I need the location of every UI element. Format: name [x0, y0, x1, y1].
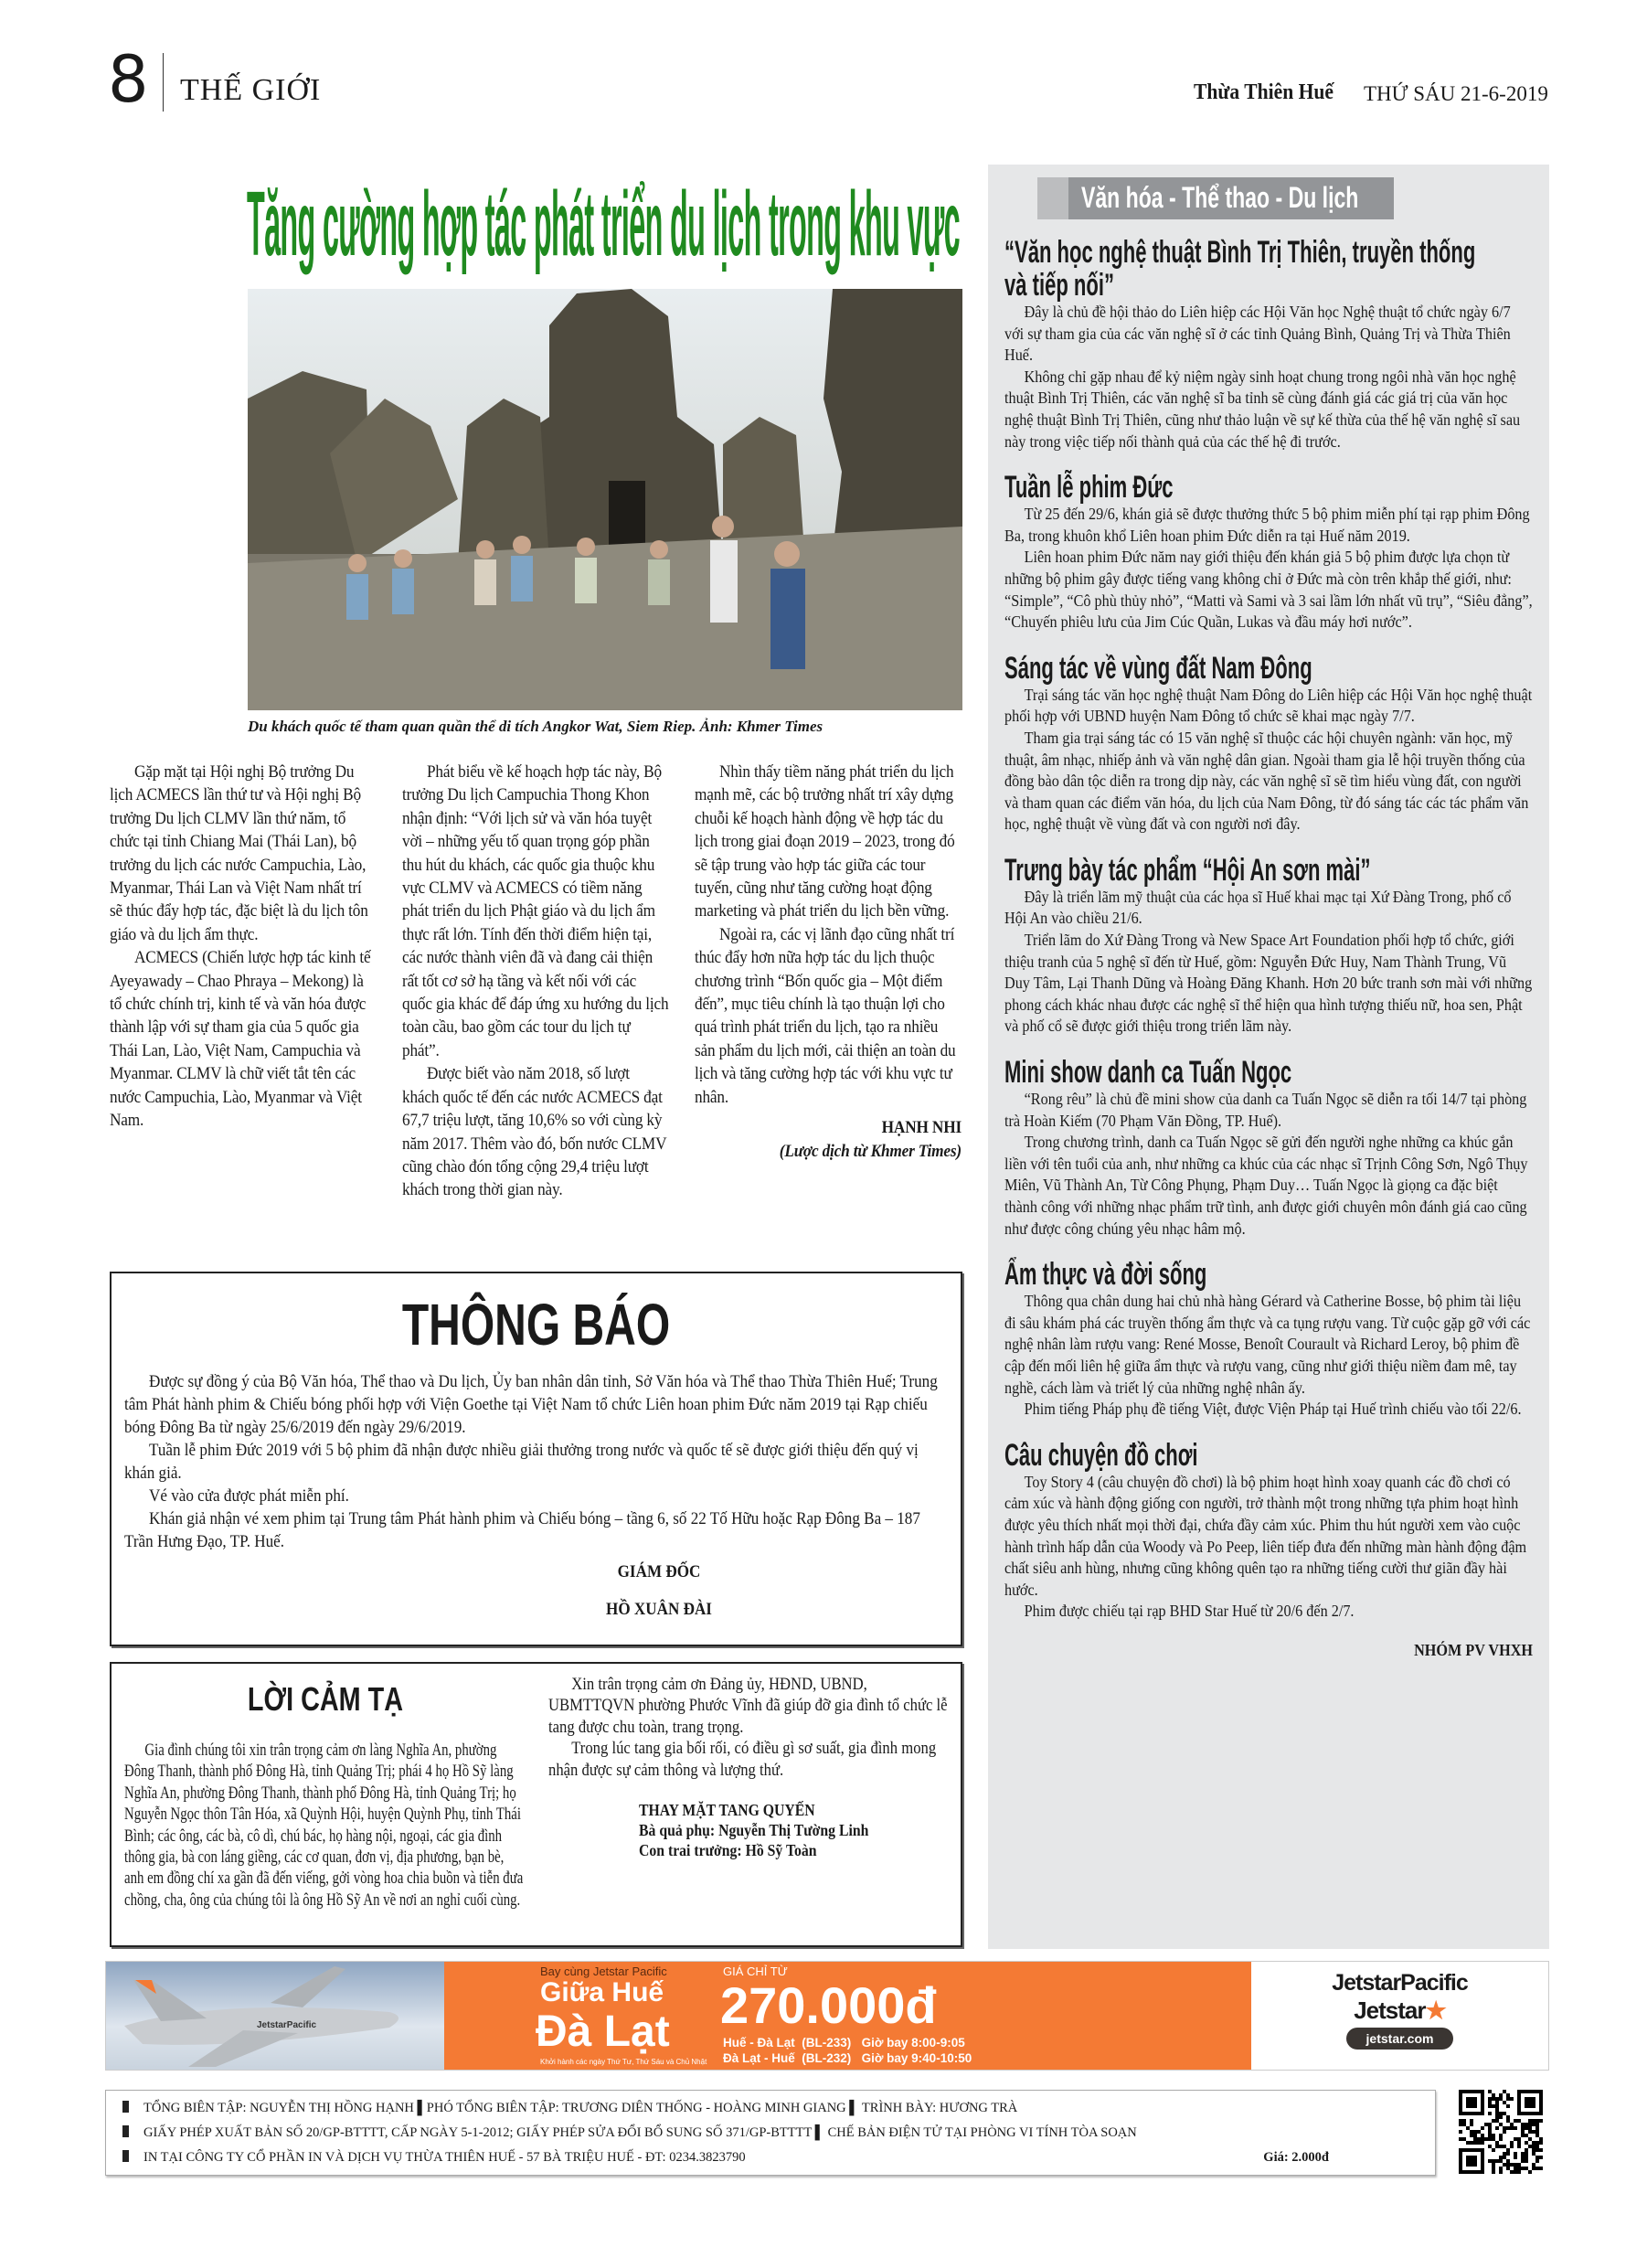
flight-code: (BL-232) — [802, 2051, 852, 2065]
sidebar-article-paragraph: Trại sáng tác văn học nghệ thuật Nam Đông do Liên hiệp các Hội Văn học nghệ thuật phối hợp với UBND huyện Nam Đông tổ chức sẽ khai mạc ngày 7/7. — [1004, 685, 1533, 726]
sidebar-article — [1004, 236, 1533, 453]
thanks-paragraph: Trong lúc tang gia bối rối, có điều gì sơ suất, gia đình mong nhận được sự cảm thông và lượng thứ. — [548, 1740, 937, 1780]
header-divider — [163, 53, 164, 112]
ad-price: 270.000đ — [720, 1976, 937, 2034]
photo-caption: Du khách quốc tế tham quan quần thể di tích Angkor Wat, Siem Riep. Ảnh: Khmer Times — [248, 718, 824, 735]
thanks-sig-line: Bà quả phụ: Nguyễn Thị Tường Linh — [639, 1821, 869, 1840]
sidebar-article-title: Tuần lễ phim Đức — [1004, 470, 1174, 506]
sidebar-article-paragraph: Thông qua chân dung hai chủ nhà hàng Gérard và Catherine Bosse, bộ phim tài liệu đi sâu khám phá các truyền thống ẩm thực và ca tụng rượu vang. Từ cuộc gặp gỡ với các nghệ nhân làm rượu vang: René Mosse, Benoît Courault và Richard Leroy, bộ phim đề cập đến mối liên hệ giữa ẩm thực và rượu vang, cũng như giới thiệu niềm đam mê, tay nghề, cách làm và triết lý của những nghệ nhân ấy. — [1004, 1292, 1531, 1397]
sidebar-content — [1004, 236, 1533, 1660]
qr-code-icon — [1459, 2090, 1543, 2174]
page-number: 8 — [108, 42, 149, 117]
sidebar-article-paragraph: Đây là triển lãm mỹ thuật của các họa sĩ Huế khai mạc tại Xứ Đàng Trong, phố cổ Hội An vào chiều 21/6. — [1004, 887, 1512, 928]
sidebar-article — [1004, 1056, 1533, 1240]
paper-name: Thừa Thiên Huế — [1194, 80, 1334, 104]
ad-days: Khởi hành các ngày Thứ Tư, Thứ Sáu và Chủ Nhật — [540, 2058, 707, 2066]
sidebar-article-paragraph: Phim tiếng Pháp phụ đề tiếng Việt, được Viện Pháp tại Huế trình chiếu vào tối 22/6. — [1024, 1400, 1522, 1419]
thanks-paragraph: Gia đình chúng tôi xin trân trọng cảm ơn làng Nghĩa An, phường Đông Thanh, thành phố Đông Hà, tỉnh Quảng Trị; phái 4 họ Hồ Sỹ làng Nghĩa An, phường Đông Thanh, thành phố Đông Hà, tỉnh Quảng Trị; họ Nguyễn Ngọc thôn Tân Hóa, xã Quỳnh Hội, huyện Quỳnh Phụ, tỉnh Thái Bình; các ông, các bà, cô dì, chú bác, họ hàng nội, ngoại, các gia đình thông gia, bà con láng giềng, các cơ quan, đơn vị, địa phương, bạn bè, anh em đồng chí xa gần đã đến viếng, gởi vòng hoa chia buồn và tiễn đưa chồng, cha, ông của chúng tôi là ông Hồ Sỹ An về nơi an nghỉ cuối cùng. — [124, 1741, 524, 1910]
thanks-column-2 — [548, 1675, 951, 1860]
masthead-footer — [105, 2090, 1436, 2176]
article-headline: Tăng cường hợp tác phát triển du lịch trong khu vực — [247, 173, 960, 275]
sidebar-section-tag — [1037, 177, 1394, 219]
sidebar-article-title: Sáng tác về vùng đất Nam Đông — [1004, 650, 1312, 686]
flight-time: Giờ bay 9:40-10:50 — [861, 2051, 972, 2065]
article-column-1 — [110, 761, 377, 1133]
footer-line: IN TẠI CÔNG TY CỔ PHẦN IN VÀ DỊCH VỤ THỪA THIÊN HUẾ - 57 BÀ TRIỆU HUẾ - ĐT: 0234.3823790 — [122, 2146, 746, 2170]
thanks-sig-line: Con trai trưởng: Hồ Sỹ Toàn — [639, 1841, 817, 1860]
sidebar-article — [1004, 1439, 1533, 1623]
plane-livery: JetstarPacific — [257, 2020, 317, 2030]
article-column-3 — [695, 761, 962, 1163]
notice-title: THÔNG BÁO — [401, 1292, 671, 1358]
notice-paragraph: Khán giả nhận vé xem phim tại Trung tâm Phát hành phim và Chiếu bóng – tầng 6, số 22 Tố Hữu hoặc Rạp Đông Ba – 187 Trần Hưng Đạo, TP. Huế. — [124, 1509, 920, 1551]
jetstar-logo — [1251, 1962, 1548, 2070]
sidebar-article-paragraph: Đây là chủ đề hội thảo do Liên hiệp các Hội Văn học Nghệ thuật tổ chức ngày 6/7 với sự tham gia của các văn nghệ sĩ ở các tỉnh Quảng Bình, Quảng Trị và Thừa Thiên Huế. — [1004, 303, 1511, 365]
paper-price: Giá: 2.000đ — [1263, 2150, 1329, 2165]
culture-sidebar — [988, 165, 1549, 1949]
sidebar-article — [1004, 652, 1533, 836]
article-paragraph: Nhìn thấy tiềm năng phát triển du lịch mạnh mẽ, các bộ trưởng nhất trí xây dựng chuỗi kế hoạch hành động về hợp tác du lịch trong giai đoạn 2019 – 2023, trong đó sẽ tập trung vào hợp tác giữa các tour tuyến, cũng như tăng cường hoạt động marketing và phát triển du lịch bền vững. — [695, 762, 955, 921]
sidebar-article-title: Trưng bày tác phẩm “Hội An sơn mài” — [1004, 852, 1371, 888]
article-source: (Lược dịch từ Khmer Times) — [779, 1141, 962, 1161]
airplane-image — [106, 1962, 444, 2070]
notice-box — [110, 1272, 962, 1646]
sidebar-article-title: Câu chuyện đồ chơi — [1004, 1437, 1198, 1473]
star-icon: ★ — [1425, 1996, 1446, 2024]
sidebar-article-paragraph: Liên hoan phim Đức năm nay giới thiệu đến khán giả 5 bộ phim được lựa chọn từ những bộ phim gây được tiếng vang không chỉ ở Đức mà còn trên khắp thế giới, như: “Simple”, “Cô phù thủy nhỏ”, “Matti và Sami và 3 sai lầm lớn nhất vũ trụ”, “Siêu đẳng”, “Chuyến phiêu lưu của Jim Cúc Quần, Lukas và đầu máy hơi nước”. — [1004, 548, 1533, 632]
article-paragraph: Gặp mặt tại Hội nghị Bộ trưởng Du lịch ACMECS lần thứ tư và Hội nghị Bộ trưởng Du lịch CLMV lần thứ năm, tổ chức tại tỉnh Chiang Mai (Thái Lan), bộ trưởng du lịch các nước Campuchia, Lào, Myanmar, Thái Lan và Việt Nam nhất trí sẽ thúc đẩy hợp tác, đặc biệt là du lịch tôn giáo và du lịch ẩm thực. — [110, 762, 368, 944]
sidebar-article-title: Mini show danh ca Tuấn Ngọc — [1004, 1055, 1292, 1091]
footer-line: GIẤY PHÉP XUẤT BẢN SỐ 20/GP-BTTTT, CẤP NGÀY 5-1-2012; GIẤY PHÉP SỬA ĐỔI BỔ SUNG SỐ 371/GP-BTTTT ▌ CHẾ BẢN ĐIỆN TỬ TẠI PHÒNG VI TÍNH TÒA SOẠN — [122, 2121, 1419, 2146]
article-paragraph: Được biết vào năm 2018, số lượt khách quốc tế đến các nước ACMECS đạt 67,7 triệu lượt, tăng 10,6% so với cùng kỳ năm 2017. Thêm vào đó, bốn nước CLMV cũng chào đón tổng cộng 29,4 triệu lượt khách trong thời gian này. — [402, 1064, 667, 1200]
ad-route-2: Đà Lạt — [536, 2007, 670, 2056]
notice-body — [124, 1370, 947, 1621]
sidebar-article-paragraph: Trong chương trình, danh ca Tuấn Ngọc sẽ gửi đến người nghe những ca khúc gắn liền với tên tuổi của anh, như những ca khúc của các nhạc sĩ Trịnh Công Sơn, Ngô Thụy Miên, Vũ Thành An, Từ Công Phụng, Phạm Duy… Tuấn Ngọc là giọng ca đặc biệt thành công với những nhạc phẩm trữ tình, anh được giới chuyên môn đánh giá cao cũng như được công chúng yêu nhạc hâm mộ. — [1004, 1133, 1528, 1238]
jetstar-url-button[interactable]: jetstar.com — [1346, 2028, 1454, 2050]
notice-paragraph: Được sự đồng ý của Bộ Văn hóa, Thể thao và Du lịch, Ủy ban nhân dân tỉnh, Sở Văn hóa và Thể thao Thừa Thiên Huế; Trung tâm Phát hành phim & Chiếu bóng phối hợp với Viện Goethe tại Việt Nam tổ chức Liên hoan phim Đức năm 2019 tại Rạp chiếu bóng Đông Ba từ ngày 25/6/2019 đến ngày 29/6/2019. — [124, 1372, 938, 1437]
sidebar-article-paragraph: Không chỉ gặp nhau để kỷ niệm ngày sinh hoạt chung trong ngôi nhà văn học nghệ thuật Bình Trị Thiên, các văn nghệ sĩ ba tỉnh sẽ cùng đánh giá các giá trị của văn học nghệ thuật Bình Trị Thiên, cũng như thảo luận về sự kế thừa của thế hệ văn nghệ sĩ sau này trong việc tiếp nối thành quả của các thế hệ đi trước. — [1004, 367, 1521, 451]
jetstar-advertisement[interactable] — [105, 1961, 1549, 2071]
issue-date: THỨ SÁU 21-6-2019 — [1364, 82, 1548, 105]
sidebar-article-title: Ẩm thực và đời sống — [1004, 1257, 1207, 1293]
flight-time: Giờ bay 8:00-9:05 — [861, 2036, 965, 2050]
sidebar-article — [1004, 471, 1533, 634]
footer-line: TỔNG BIÊN TẬP: NGUYỄN THỊ HỒNG HẠNH ▌PHÓ TỔNG BIÊN TẬP: TRƯƠNG DIÊN THỐNG - HOÀNG MINH GIANG ▌ TRÌNH BÀY: HƯƠNG TRÀ — [122, 2096, 1419, 2121]
article-paragraph: Ngoài ra, các vị lãnh đạo cũng nhất trí thúc đẩy hơn nữa hợp tác du lịch thuộc chương trình “Bốn quốc gia – Một điểm đến”, mục tiêu chính là tạo thuận lợi cho quá trình phát triển du lịch, tạo ra nhiều sản phẩm du lịch mới, cải thiện an toàn du lịch và tăng cường hợp tác với khu vực tư nhân. — [695, 924, 956, 1107]
sidebar-article-paragraph: “Rong rêu” là chủ đề mini show của danh ca Tuấn Ngọc sẽ diễn ra tối 14/7 tại phòng trà Hoàn Kiếm (70 Phạm Văn Đồng, TP. Huế). — [1004, 1090, 1527, 1130]
sidebar-tag-label: Văn hóa - Thể thao - Du lịch — [1081, 181, 1359, 214]
notice-paragraph: Vé vào cửa được phát miễn phí. — [149, 1486, 349, 1506]
ad-price-label: GIÁ CHỈ TỪ — [723, 1965, 788, 1978]
sidebar-article — [1004, 854, 1533, 1038]
notice-signer-name: HỒ XUÂN ĐÀI — [606, 1600, 712, 1619]
flight-code: (BL-233) — [802, 2036, 852, 2050]
sidebar-article — [1004, 1258, 1533, 1421]
ad-flights — [723, 2035, 972, 2066]
article-paragraph: Phát biểu về kế hoạch hợp tác này, Bộ trưởng Du lịch Campuchia Thong Khon nhận định: “Với lịch sử và văn hóa tuyệt vời – những yếu tố quan trọng góp phần thu hút du khách, các quốc gia thuộc khu vực CLMV và ACMECS có tiềm năng phát triển du lịch Phật giáo và du lịch ẩm thực rất lớn. Tính đến thời điểm hiện tại, các nước thành viên đã và đang cải thiện rất tốt cơ sở hạ tầng và kết nối với các quốc gia khác để đáp ứng xu hướng du lịch toàn cầu, bao gồm các tour du lịch tự phát”. — [402, 762, 669, 1060]
sidebar-article-paragraph: Toy Story 4 (câu chuyện đồ chơi) là bộ phim hoạt hình xoay quanh các đồ chơi có cảm xúc và hành động giống con người, trở thành một trong những tựa phim hoạt hình được yêu thích nhất mọi thời đại, chứa đầy cảm xúc. Phim thu hút người xem vào cuộc hành trình hấp dẫn của Woody và Po Peep, liên tiếp đưa đến những màn hành động đậm chất siêu anh hùng, nhưng cũng không quên tạo ra những tiếng cười thư giãn đầy hài hước. — [1004, 1472, 1527, 1599]
article-photo — [248, 289, 962, 710]
sidebar-article-paragraph: Tham gia trại sáng tác có 15 văn nghệ sĩ thuộc các hội chuyên ngành: văn học, mỹ thuật, âm nhạc, nhiếp ảnh và văn nghệ dân gian. Ngoài tham gia lễ hội truyền thống của đồng bào dân tộc diễn ra trong dịp này, các văn nghệ sĩ sẽ tìm hiểu vùng đất, con người và tham quan các điểm văn hóa, du lịch của Nam Đông, từ đó sáng tác các tác phẩm văn học, nghệ thuật về vùng đất và con người nơi đây. — [1004, 728, 1529, 834]
ad-route-1: Giữa Huế — [540, 1977, 664, 2007]
article-column-2 — [402, 761, 669, 1202]
article-author: HẠNH NHI — [881, 1118, 962, 1138]
flight-route: Huế - Đà Lạt — [723, 2036, 795, 2050]
thanks-signature — [639, 1800, 951, 1860]
thanks-paragraph: Xin trân trọng cảm ơn Đảng ủy, HĐND, UBND, UBMTTQVN phường Phước Vĩnh đã giúp đỡ gia đình tổ chức lễ tang được chu toàn, trang trọng. — [548, 1676, 948, 1737]
thanks-column-1 — [124, 1675, 526, 1911]
sidebar-article-title: “Văn học nghệ thuật Bình Trị Thiên, truyền thống và tiếp nối” — [1004, 235, 1476, 303]
thanks-title: LỜI CẢM TẠ — [247, 1680, 404, 1718]
sidebar-article-paragraph: Từ 25 đến 29/6, khán giả sẽ được thưởng thức 5 bộ phim miễn phí tại rạp phim Đông Ba, trong khuôn khổ Liên hoan phim Đức diễn ra tại Huế năm 2019. — [1004, 505, 1530, 545]
article-paragraph: ACMECS (Chiến lược hợp tác kinh tế Ayeyawady – Chao Phraya – Mekong) là tổ chức chính trị, kinh tế và văn hóa được thành lập với sự tham gia của 5 quốc gia Thái Lan, Lào, Việt Nam, Campuchia và Myanmar. CLMV là chữ viết tắt tên các nước Campuchia, Lào, Myanmar và Việt Nam. — [110, 948, 371, 1131]
thanks-box — [110, 1662, 962, 1947]
ad-offer — [444, 1962, 1251, 2070]
notice-signer-title: GIÁM ĐỐC — [617, 1562, 701, 1581]
brand-jetstar: Jetstar — [1354, 1996, 1426, 2024]
ad-kicker: Bay cùng Jetstar Pacific — [540, 1965, 667, 1978]
brand-jetstar-pacific: JetstarPacific — [1332, 1970, 1468, 1996]
sidebar-article-paragraph: Triển lãm do Xứ Đàng Trong và New Space Art Foundation phối hợp tổ chức, giới thiệu tranh của 5 nghệ sĩ đến từ Huế, gồm: Nguyễn Đức Huy, Nam Thành Trung, Vũ Duy Tâm, Lại Thanh Dũng và Hoàng Đăng Khanh. Hơn 20 bức tranh sơn mài với những phong cách khác nhau được các nghệ sĩ thể hiện qua hình tượng thiếu nữ, hoa sen, Phật và phố cổ sẽ được giới thiệu trong triển lãm này. — [1004, 931, 1533, 1036]
sidebar-signature: NHÓM PV VHXH — [1414, 1640, 1533, 1659]
flight-route: Đà Lạt - Huế — [723, 2051, 795, 2065]
sidebar-article-paragraph: Phim được chiếu tại rạp BHD Star Huế từ 20/6 đến 2/7. — [1024, 1602, 1355, 1621]
section-name: THẾ GIỚI — [180, 73, 322, 107]
thanks-sig-line: THAY MẶT TANG QUYẾN — [639, 1801, 815, 1820]
notice-paragraph: Tuần lễ phim Đức 2019 với 5 bộ phim đã nhận được nhiều giải thưởng trong nước và quốc tế sẽ được giới thiệu đến quý vị khán giả. — [124, 1441, 919, 1483]
